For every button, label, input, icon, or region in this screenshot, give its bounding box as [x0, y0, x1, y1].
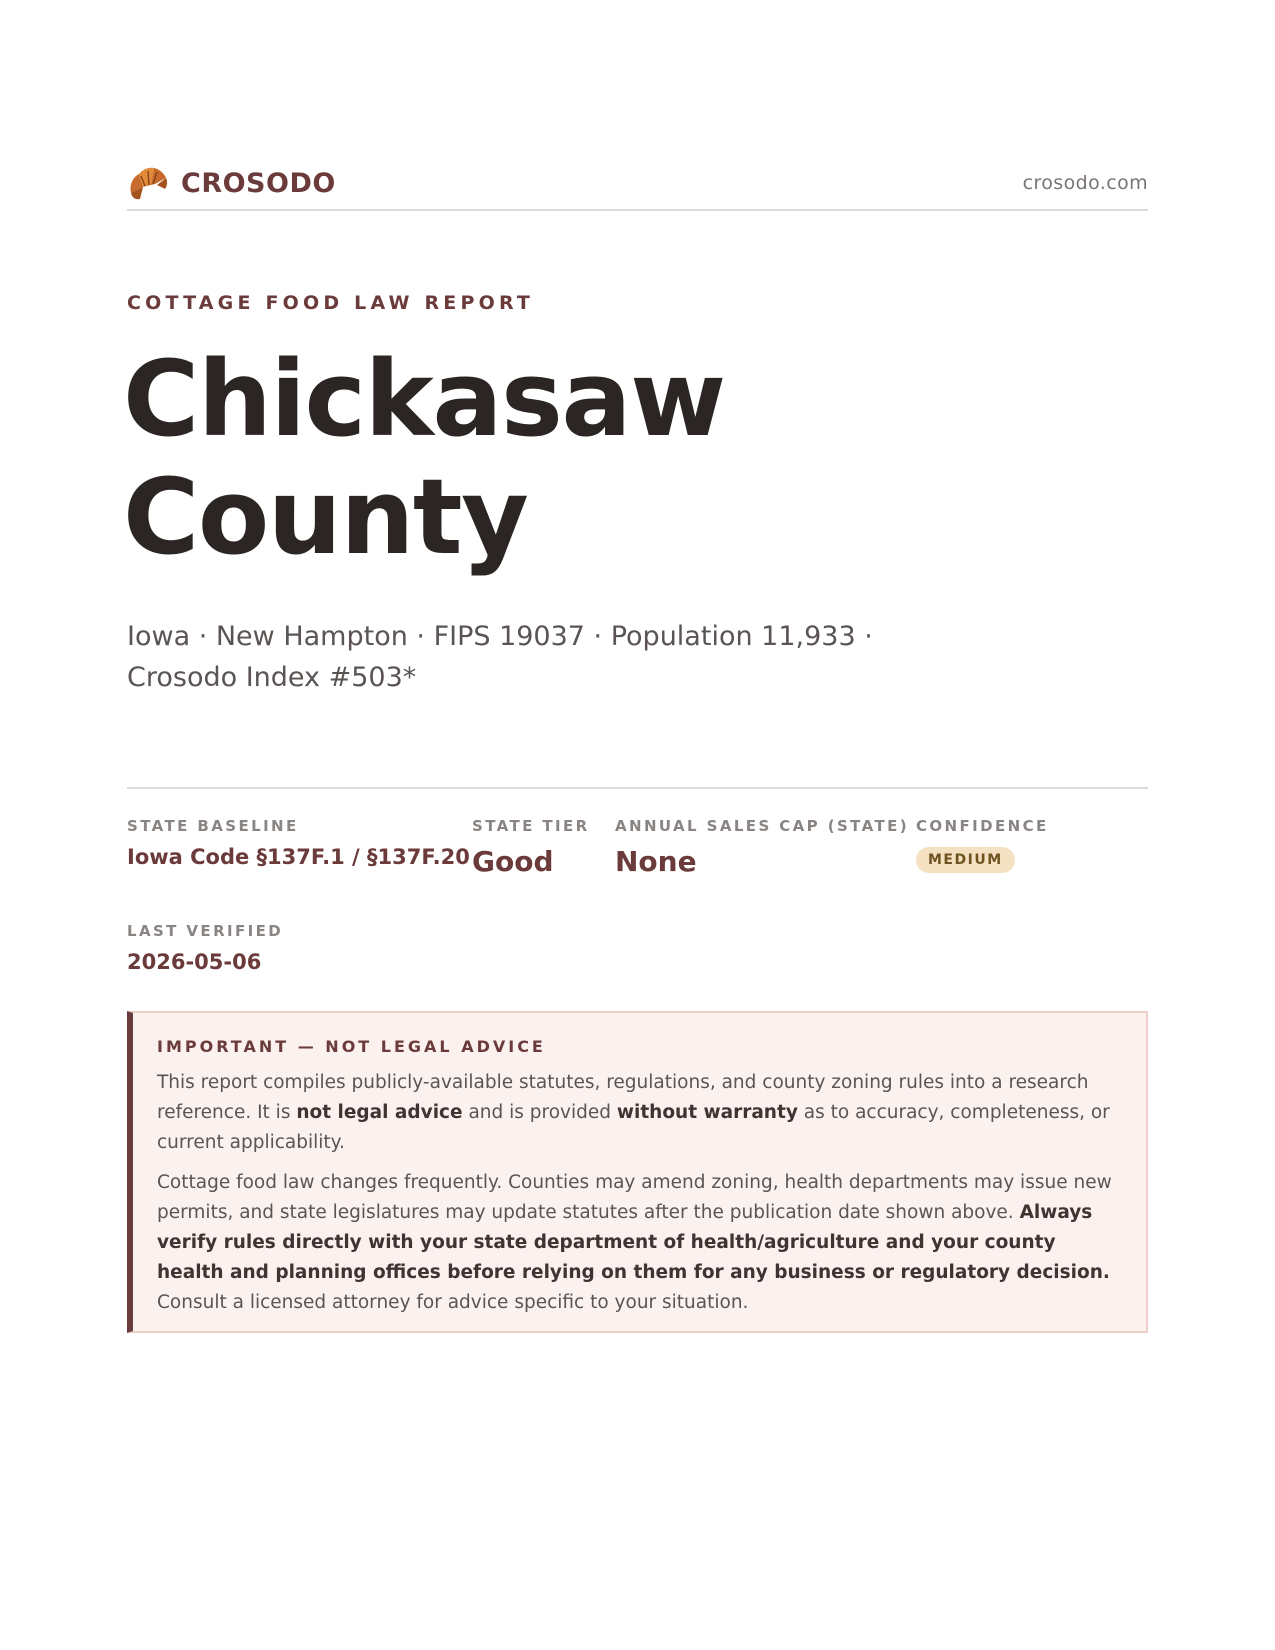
stat-state-tier: [472, 817, 590, 878]
disclaimer-text: and is provided: [462, 1102, 617, 1123]
disclaimer-text: as to accuracy, completeness, or current applicability.: [157, 1102, 1110, 1153]
confidence-badge: MEDIUM: [916, 847, 1015, 873]
disclaimer-text: Consult a licensed attorney for advice specific to your situation.: [157, 1292, 749, 1313]
disclaimer-title: IMPORTANT — NOT LEGAL ADVICE: [157, 1037, 546, 1056]
county-meta-line-1: Iowa · New Hampton · FIPS 19037 · Population 11,933 ·: [127, 621, 873, 652]
stat-label: ANNUAL SALES CAP (STATE): [615, 817, 910, 835]
title-line-1: Chickasaw: [123, 338, 725, 460]
header: [127, 156, 1148, 210]
disclaimer-emphasis: not legal advice: [296, 1102, 463, 1123]
disclaimer-text: Cottage food law changes frequently. Counties may amend zoning, health departments may issue new permits, and state legislatures may update statutes after the publication date shown above.: [157, 1172, 1112, 1223]
stat-value: Iowa Code §137F.1 / §137F.20: [127, 845, 470, 869]
page-title: [123, 340, 923, 576]
header-divider: [127, 209, 1148, 211]
county-meta: [127, 616, 887, 698]
stat-last-verified: [127, 922, 283, 974]
disclaimer-emphasis: without warranty: [616, 1102, 798, 1123]
stat-label: STATE BASELINE: [127, 817, 299, 835]
stat-sales-cap: [615, 817, 909, 878]
legal-disclaimer: [127, 1011, 1148, 1333]
croissant-icon: [127, 163, 169, 203]
section-divider: [127, 787, 1148, 789]
report-eyebrow: COTTAGE FOOD LAW REPORT: [127, 292, 535, 314]
brand[interactable]: [127, 163, 336, 203]
stat-label: CONFIDENCE: [916, 817, 1049, 835]
stat-label: LAST VERIFIED: [127, 922, 284, 940]
disclaimer-emphasis: Always verify rules directly with your state department of health/agriculture and your county health and planning offices before relying on them for any business or regulatory decision.: [157, 1202, 1110, 1283]
stat-label: STATE TIER: [472, 817, 590, 835]
site-link[interactable]: crosodo.com: [1022, 172, 1148, 194]
title-line-2: County: [123, 456, 528, 578]
brand-name: CROSODO: [181, 167, 336, 199]
disclaimer-paragraph-2: [157, 1168, 1120, 1318]
stat-state-baseline: [127, 817, 470, 869]
stat-value: Good: [472, 845, 554, 878]
county-meta-line-2: Crosodo Index #503*: [127, 662, 417, 693]
disclaimer-paragraph-1: [157, 1068, 1120, 1158]
stat-value: None: [615, 845, 697, 878]
disclaimer-text: This report compiles publicly-available statutes, regulations, and county zoning rules into a research reference. It is: [157, 1072, 1089, 1123]
stat-confidence: [916, 817, 1049, 873]
stat-value: 2026-05-06: [127, 950, 262, 974]
